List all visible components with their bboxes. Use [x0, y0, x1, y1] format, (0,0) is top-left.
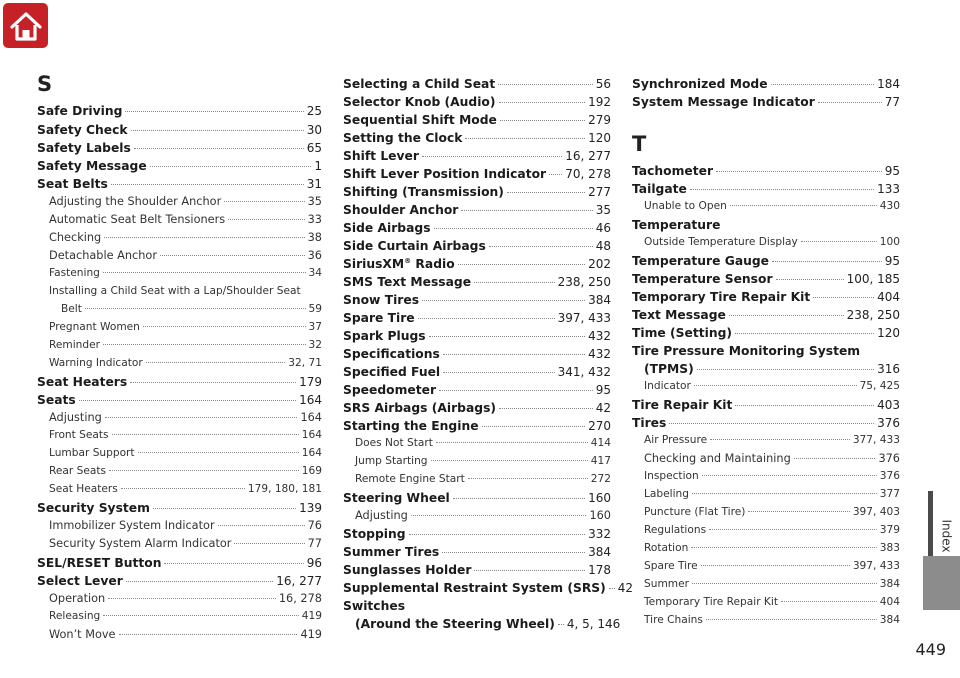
index-entry[interactable]: Seat Belts 31 [37, 177, 322, 191]
index-entry[interactable]: Tires 376 [632, 416, 900, 430]
index-entry[interactable]: Specified Fuel 341, 432 [343, 365, 611, 379]
index-subentry[interactable]: Puncture (Flat Tire) 397, 403 [644, 506, 900, 518]
index-entry[interactable]: Spare Tire 397, 433 [343, 311, 611, 325]
index-entry[interactable]: Tachometer 95 [632, 164, 900, 178]
section-letter-s: S [37, 72, 53, 96]
index-entry[interactable]: Supplemental Restraint System (SRS) 42 [343, 581, 634, 595]
index-entry[interactable]: SRS Airbags (Airbags) 42 [343, 401, 611, 415]
index-entry[interactable]: Security System 139 [37, 501, 322, 515]
index-subentry[interactable]: Warning Indicator 32, 71 [49, 357, 322, 369]
index-subentry[interactable]: Air Pressure 377, 433 [644, 434, 900, 446]
index-entry[interactable]: Seat Heaters 179 [37, 375, 322, 389]
index-entry: Tire Pressure Monitoring System [632, 344, 861, 358]
index-subentry[interactable]: Summer 384 [644, 578, 900, 590]
index-subentry[interactable]: Does Not Start 414 [355, 437, 611, 449]
index-entry: Switches [343, 599, 406, 613]
index-entry[interactable]: Select Lever 16, 277 [37, 574, 322, 588]
index-entry[interactable]: Speedometer 95 [343, 383, 611, 397]
index-entry[interactable]: Specifications 432 [343, 347, 611, 361]
index-subentry[interactable]: Regulations 379 [644, 524, 900, 536]
index-entry[interactable]: Side Curtain Airbags 48 [343, 239, 611, 253]
index-entry[interactable]: Temporary Tire Repair Kit 404 [632, 290, 900, 304]
index-subentry[interactable]: Adjusting 164 [49, 411, 322, 424]
index-subentry[interactable]: Adjusting the Shoulder Anchor 35 [49, 195, 322, 208]
index-subentry[interactable]: Jump Starting 417 [355, 455, 611, 467]
index-subentry[interactable]: Immobilizer System Indicator 76 [49, 519, 322, 532]
index-entry[interactable]: Temperature Sensor 100, 185 [632, 272, 900, 286]
index-subentry: Installing a Child Seat with a Lap/Shoulder Seat [49, 285, 301, 297]
index-entry[interactable]: Tire Repair Kit 403 [632, 398, 900, 412]
index-entry[interactable]: Safety Check 30 [37, 123, 322, 137]
index-entry[interactable]: Safety Message 1 [37, 159, 322, 173]
index-entry[interactable]: Seats 164 [37, 393, 322, 407]
index-entry[interactable]: Temperature Gauge 95 [632, 254, 900, 268]
index-entry[interactable]: Selector Knob (Audio) 192 [343, 95, 611, 109]
index-subentry[interactable]: Remote Engine Start 272 [355, 473, 611, 485]
index-subentry[interactable]: Releasing 419 [49, 610, 322, 622]
section-marker-block [923, 556, 960, 610]
index-subentry[interactable]: Automatic Seat Belt Tensioners 33 [49, 213, 322, 226]
index-subentry[interactable]: Temporary Tire Repair Kit 404 [644, 596, 900, 608]
index-entry[interactable]: SEL/RESET Button 96 [37, 556, 322, 570]
index-entry[interactable]: Shoulder Anchor 35 [343, 203, 611, 217]
index-subentry[interactable]: Detachable Anchor 36 [49, 249, 322, 262]
index-entry[interactable]: Time (Setting) 120 [632, 326, 900, 340]
index-subentry[interactable]: Rear Seats 169 [49, 465, 322, 477]
index-entry[interactable]: Safe Driving 25 [37, 104, 322, 118]
index-entry-continued[interactable]: (Around the Steering Wheel) 4, 5, 146 [355, 617, 621, 631]
index-subentry[interactable]: Spare Tire 397, 433 [644, 560, 900, 572]
index-entry[interactable]: Summer Tires 384 [343, 545, 611, 559]
index-subentry[interactable]: Outside Temperature Display 100 [644, 236, 900, 248]
index-entry[interactable]: Shift Lever Position Indicator 70, 278 [343, 167, 611, 181]
index-subentry[interactable]: Reminder 32 [49, 339, 322, 351]
index-subentry[interactable]: Fastening 34 [49, 267, 322, 279]
home-button[interactable] [3, 3, 48, 48]
index-tab-label: Index [940, 519, 955, 553]
index-entry[interactable]: SMS Text Message 238, 250 [343, 275, 611, 289]
index-subentry[interactable]: Pregnant Women 37 [49, 321, 322, 333]
index-entry[interactable]: Snow Tires 384 [343, 293, 611, 307]
index-subentry[interactable]: Belt 59 [61, 303, 322, 315]
index-entry[interactable]: Starting the Engine 270 [343, 419, 611, 433]
index-entry[interactable]: Safety Labels 65 [37, 141, 322, 155]
index-entry[interactable]: SiriusXM® Radio 202 [343, 257, 611, 272]
index-subentry[interactable]: Adjusting 160 [355, 509, 611, 522]
page-number: 449 [915, 640, 946, 659]
index-subentry[interactable]: Indicator 75, 425 [644, 380, 900, 392]
home-icon [8, 8, 44, 44]
index-subentry[interactable]: Tire Chains 384 [644, 614, 900, 626]
index-subentry[interactable]: Front Seats 164 [49, 429, 322, 441]
index-subentry[interactable]: Unable to Open 430 [644, 200, 900, 212]
index-subentry[interactable]: Security System Alarm Indicator 77 [49, 537, 322, 550]
index-entry: Temperature [632, 218, 721, 232]
index-entry[interactable]: Sunglasses Holder 178 [343, 563, 611, 577]
index-entry[interactable]: Side Airbags 46 [343, 221, 611, 235]
index-subentry[interactable]: Checking 38 [49, 231, 322, 244]
index-entry[interactable]: System Message Indicator 77 [632, 95, 900, 109]
index-subentry[interactable]: Won’t Move 419 [49, 628, 322, 641]
index-subentry[interactable]: Inspection 376 [644, 470, 900, 482]
index-subentry[interactable]: Lumbar Support 164 [49, 447, 322, 459]
index-entry[interactable]: Tailgate 133 [632, 182, 900, 196]
index-entry[interactable]: Synchronized Mode 184 [632, 77, 900, 91]
index-entry-continued[interactable]: (TPMS) 316 [644, 362, 900, 376]
index-entry[interactable]: Shifting (Transmission) 277 [343, 185, 611, 199]
index-subentry[interactable]: Labeling 377 [644, 488, 900, 500]
index-entry[interactable]: Steering Wheel 160 [343, 491, 611, 505]
index-entry[interactable]: Stopping 332 [343, 527, 611, 541]
index-entry[interactable]: Spark Plugs 432 [343, 329, 611, 343]
index-entry[interactable]: Sequential Shift Mode 279 [343, 113, 611, 127]
index-subentry[interactable]: Checking and Maintaining 376 [644, 452, 900, 465]
index-subentry[interactable]: Seat Heaters 179, 180, 181 [49, 483, 322, 495]
index-subentry[interactable]: Operation 16, 278 [49, 592, 322, 605]
index-entry[interactable]: Text Message 238, 250 [632, 308, 900, 322]
section-letter-t: T [632, 132, 647, 156]
index-entry[interactable]: Setting the Clock 120 [343, 131, 611, 145]
index-subentry[interactable]: Rotation 383 [644, 542, 900, 554]
index-entry[interactable]: Shift Lever 16, 277 [343, 149, 611, 163]
index-entry[interactable]: Selecting a Child Seat 56 [343, 77, 611, 91]
